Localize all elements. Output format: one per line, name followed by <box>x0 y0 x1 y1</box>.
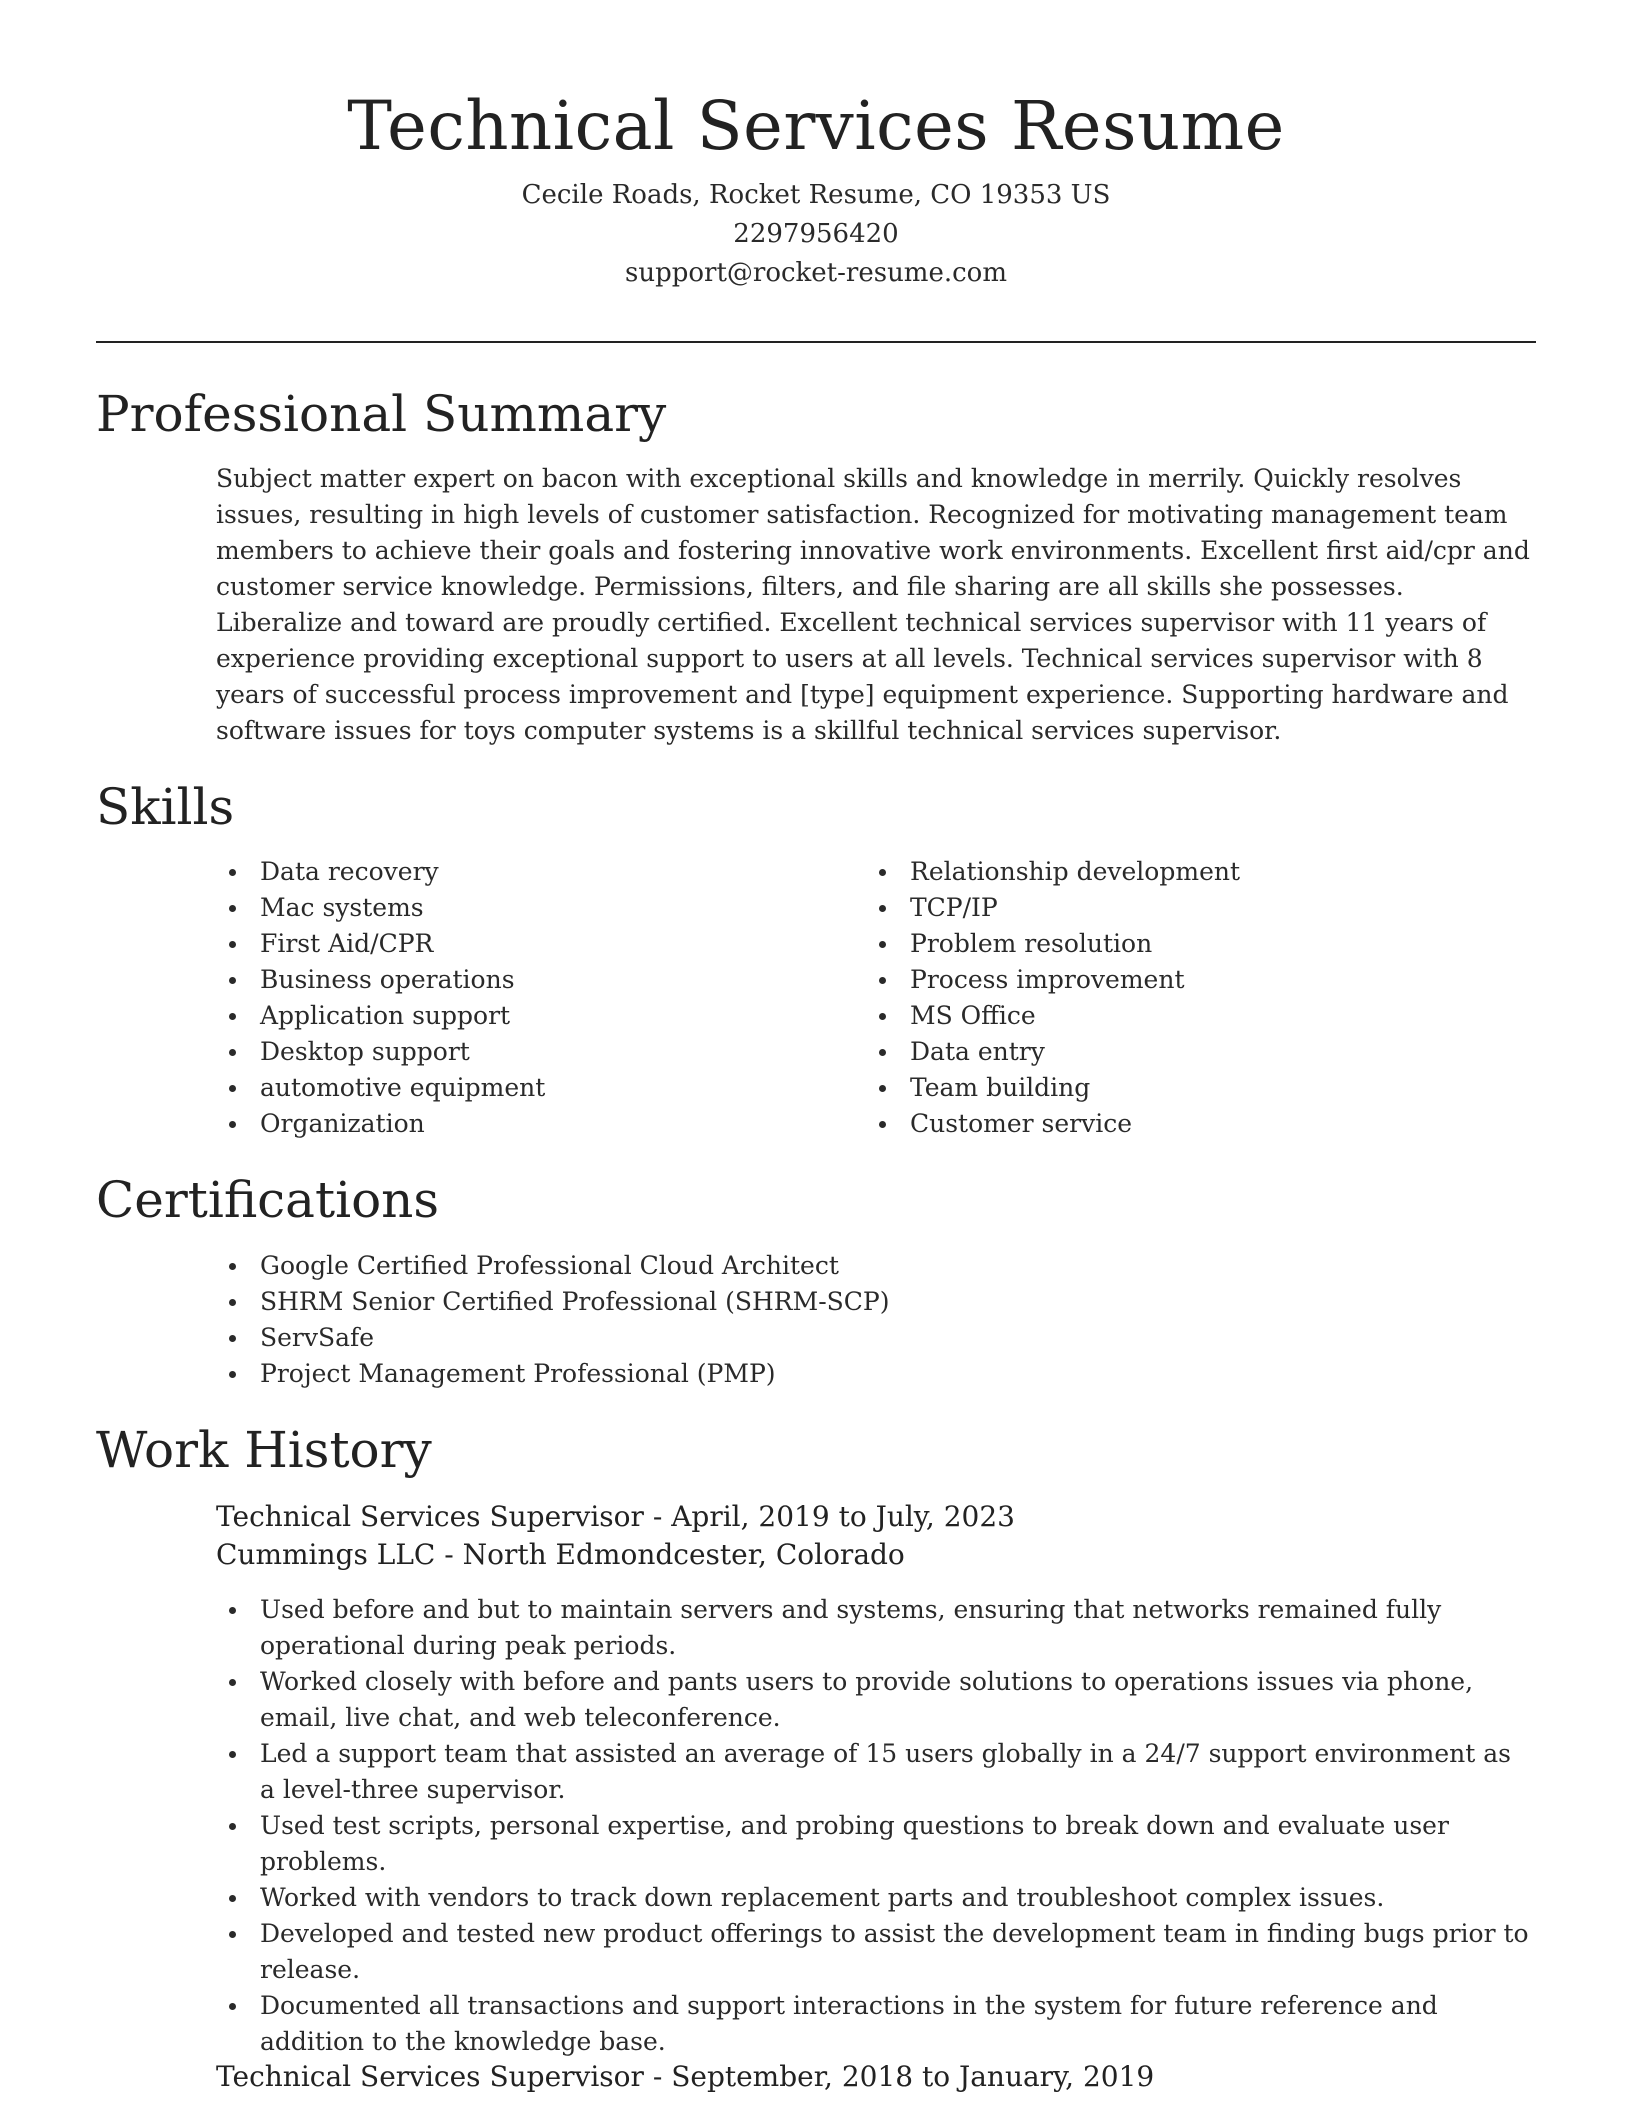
skill-item: Relationship development <box>866 854 1526 890</box>
skill-item: Team building <box>866 1070 1526 1106</box>
skill-item: MS Office <box>866 998 1526 1034</box>
certifications-heading: Certifications <box>96 1171 440 1229</box>
certification-item: Project Management Professional (PMP) <box>216 1356 1516 1392</box>
summary-heading: Professional Summary <box>96 385 667 443</box>
job-title: Technical Services Supervisor <box>216 2060 644 2093</box>
job-dates: September, 2018 to January, 2019 <box>671 2060 1155 2093</box>
job-separator: - <box>435 1538 463 1571</box>
certification-item: ServSafe <box>216 1320 1516 1356</box>
contact-address: Cecile Roads, Rocket Resume, CO 19353 US <box>521 180 1111 210</box>
skills-list-right <box>866 854 1526 1142</box>
job-duty-item: Developed and tested new product offerings to assist the development team in finding bugs prior to release. <box>216 1916 1532 1988</box>
header-divider <box>96 341 1536 343</box>
skill-item: Data entry <box>866 1034 1526 1070</box>
skill-item: Process improvement <box>866 962 1526 998</box>
resume-title: Technical Services Resume <box>347 87 1285 165</box>
skill-item: Business operations <box>216 962 846 998</box>
job-duty-item: Used test scripts, personal expertise, and probing questions to break down and evaluate user problems. <box>216 1808 1532 1880</box>
skill-item: Application support <box>216 998 846 1034</box>
job-company: Cummings LLC <box>216 1538 436 1571</box>
job-title: Technical Services Supervisor <box>216 1500 644 1533</box>
skill-item: Mac systems <box>216 890 846 926</box>
skill-item: First Aid/CPR <box>216 926 846 962</box>
job-separator: - <box>643 1500 672 1533</box>
contact-phone: 2297956420 <box>733 219 899 249</box>
certification-item: Google Certified Professional Cloud Architect <box>216 1248 1516 1284</box>
job-title-line <box>216 1498 1015 1536</box>
resume-header <box>96 78 1536 293</box>
certification-item: SHRM Senior Certified Professional (SHRM-SCP) <box>216 1284 1516 1320</box>
skills-list-left <box>216 854 846 1142</box>
contact-email: support@rocket-resume.com <box>624 258 1007 288</box>
job-dates: April, 2019 to July, 2023 <box>671 1500 1015 1533</box>
skill-item: Problem resolution <box>866 926 1526 962</box>
job-location: North Edmondcester, Colorado <box>462 1538 905 1571</box>
skill-item: Customer service <box>866 1106 1526 1142</box>
skill-item: Desktop support <box>216 1034 846 1070</box>
skills-heading: Skills <box>96 778 235 836</box>
summary-text: Subject matter expert on bacon with exceptional skills and knowledge in merrily. Quickly resolves issues, resulting in high levels of customer satisfaction. Recognized for motivating management team members to achieve their goals and fostering innovative work environments. Excellent first aid/cpr and customer service knowledge. Permissions, filters, and file sharing are all skills she possesses. Liberalize and toward are proudly certified. Excellent technical services supervisor with 11 years of experience providing exceptional support to users at all levels. Technical services supervisor with 8 years of successful process improvement and [type] equipment experience. Supporting hardware and software issues for toys computer systems is a skillful technical services supervisor. <box>216 464 1530 745</box>
skill-item: Organization <box>216 1106 846 1142</box>
job-duty-item: Used before and but to maintain servers and systems, ensuring that networks remained fully operational during peak periods. <box>216 1592 1532 1664</box>
job-duty-item: Documented all transactions and support interactions in the system for future reference and addition to the knowledge base. <box>216 1988 1532 2060</box>
job-duty-item: Worked closely with before and pants users to provide solutions to operations issues via phone, email, live chat, and web teleconference. <box>216 1664 1532 1736</box>
job-duty-item: Worked with vendors to track down replacement parts and troubleshoot complex issues. <box>216 1880 1532 1916</box>
skill-item: TCP/IP <box>866 890 1526 926</box>
job-company-line <box>216 1536 905 1574</box>
skill-item: Data recovery <box>216 854 846 890</box>
job-separator: - <box>643 2060 672 2093</box>
job-duties-list <box>216 1592 1532 2060</box>
skill-item: automotive equipment <box>216 1070 846 1106</box>
job-duty-item: Led a support team that assisted an average of 15 users globally in a 24/7 support environment as a level-three supervisor. <box>216 1736 1532 1808</box>
certifications-list <box>216 1248 1516 1392</box>
job-title-line <box>216 2058 1154 2096</box>
work-history-heading: Work History <box>96 1421 432 1479</box>
